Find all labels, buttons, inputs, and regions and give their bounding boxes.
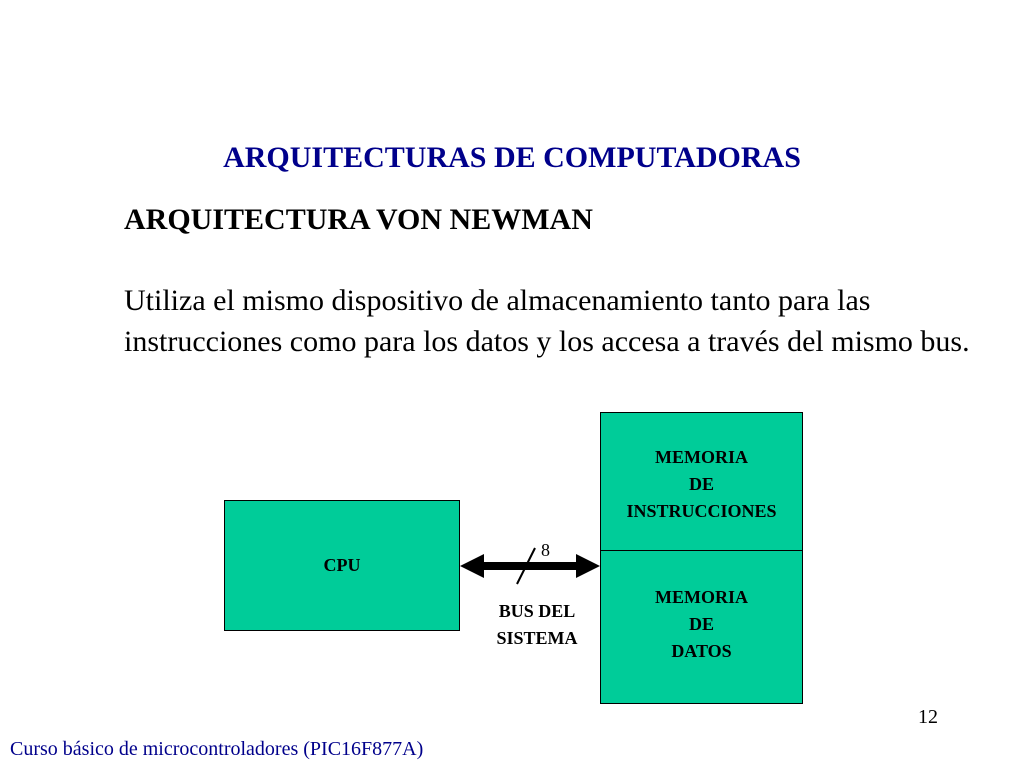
cpu-label: CPU [323,555,361,575]
page-number: 12 [918,706,938,728]
instr-memory-line-2: DE [688,474,714,494]
slide-title: ARQUITECTURAS DE COMPUTADORAS [223,141,801,174]
bus-label-line-2: SISTEMA [496,628,578,648]
instr-memory-line-1: MEMORIA [655,447,748,467]
footer-course-title: Curso básico de microcontroladores (PIC16F877A) [10,738,424,760]
body-paragraph: Utiliza el mismo dispositivo de almacenamiento tanto para las instrucciones como para los datos y los accesa a través del mismo bus. [124,284,970,358]
bus-width-label: 8 [541,540,550,560]
data-memory-line-1: MEMORIA [655,586,748,607]
bus-arrowhead-right [576,554,600,578]
bus-label-line-1: BUS DEL [498,601,576,621]
data-memory-line-2: DE [688,613,714,634]
instr-memory-line-3: INSTRUCCIONES [626,501,777,521]
slide-subtitle: ARQUITECTURA VON NEWMAN [124,203,593,236]
bus-arrowhead-left [460,554,484,578]
bus-label [482,598,592,652]
data-memory-line-3: DATOS [671,640,732,661]
